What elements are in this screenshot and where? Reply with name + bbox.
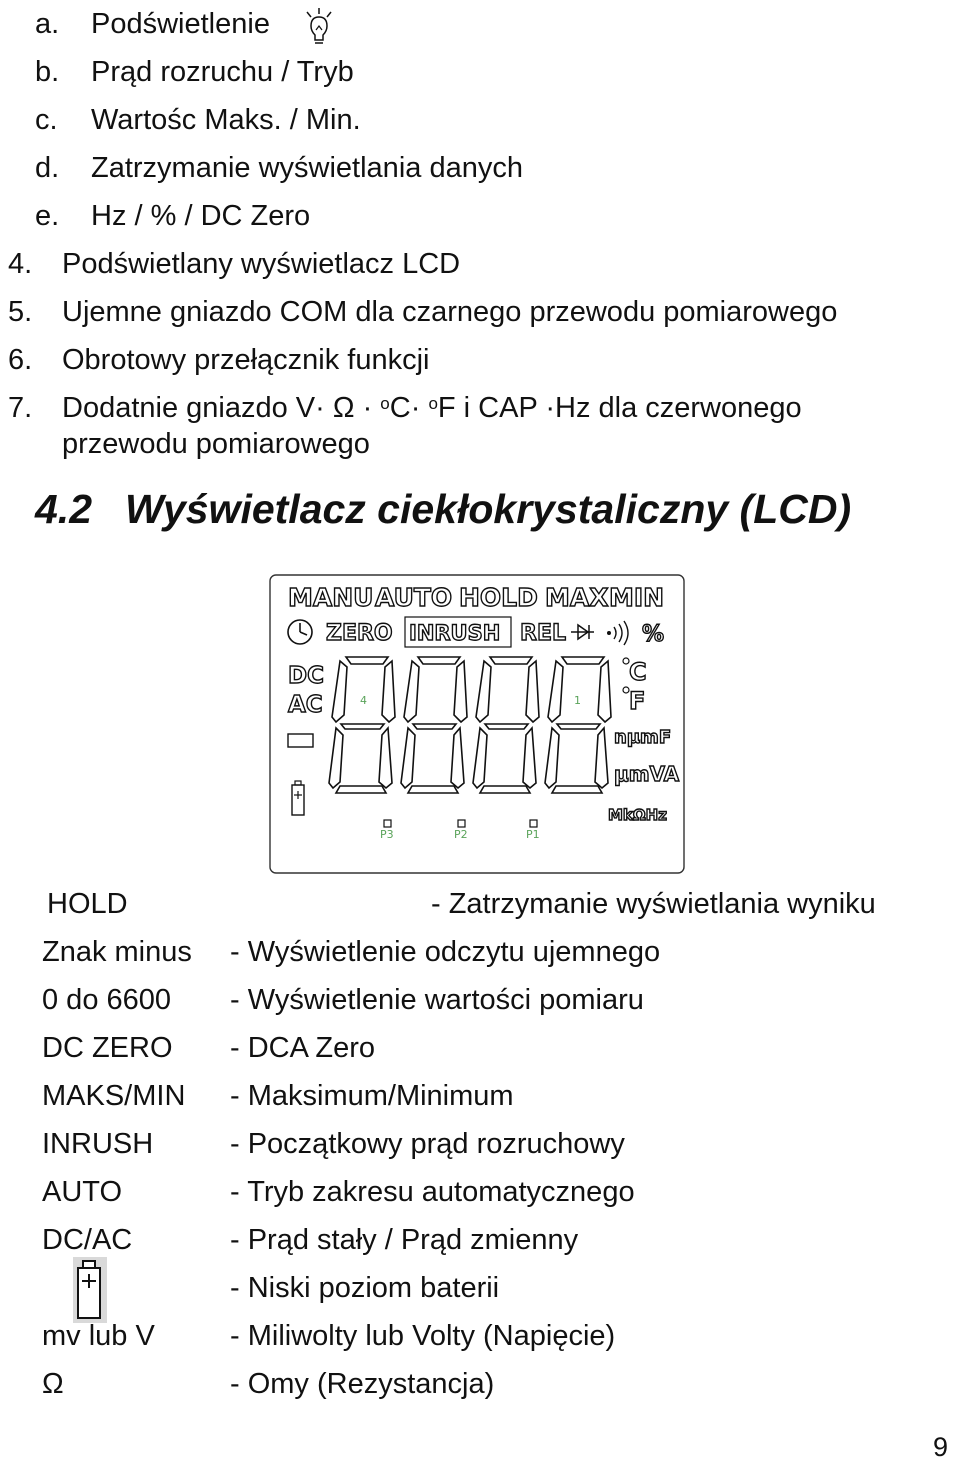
list-marker-d: d. (35, 152, 60, 184)
list-item-inrush-mode: Prąd rozruchu / Tryb (91, 56, 354, 88)
legend-desc-mv-v: - Miliwolty lub Volty (Napięcie) (230, 1320, 616, 1352)
legend-desc-minus: - Wyświetlenie odczytu ujemnego (230, 936, 661, 968)
lcd-rel: REL (520, 621, 566, 646)
section-title: Wyświetlacz ciekłokrystaliczny (LCD) (125, 486, 852, 532)
legend-term-inrush: INRUSH (42, 1128, 154, 1160)
lcd-manu: MANU (288, 583, 374, 612)
list-marker-e: e. (35, 200, 60, 232)
legend-desc-max-min: - Maksimum/Minimum (230, 1080, 514, 1112)
legend-term-ohm: Ω (42, 1368, 64, 1400)
list-item-hz-percent-zero: Hz / % / DC Zero (91, 200, 311, 232)
legend-term-mv-v: mv lub V (42, 1320, 155, 1352)
legend-term-dc-ac: DC/AC (42, 1224, 133, 1256)
battery-icon (72, 1256, 108, 1324)
legend-desc-auto: - Tryb zakresu automatycznego (230, 1176, 635, 1208)
degree-sign: o (428, 394, 438, 413)
list-marker-a: a. (35, 8, 60, 40)
lcd-display-diagram (268, 572, 688, 876)
lcd-frame (270, 575, 684, 873)
lcd-hold: HOLD (459, 583, 538, 612)
legend-term-dc-zero: DC ZERO (42, 1032, 173, 1064)
lcd-auto: AUTO (375, 583, 453, 612)
degree-sign: o (380, 394, 390, 413)
legend-term-max-min: MAKS/MIN (42, 1080, 186, 1112)
lcd-min: MIN (609, 583, 665, 612)
lcd-nmf: nμmF (614, 727, 672, 748)
lightbulb-icon (302, 6, 336, 48)
lcd-max: MAX (545, 583, 609, 612)
list-marker-7: 7. (8, 392, 33, 424)
list-marker-c: c. (35, 104, 58, 136)
page-number: 9 (932, 1432, 948, 1462)
section-number: 4.2 (35, 486, 92, 532)
list-item-rotary-switch: Obrotowy przełącznik funkcji (62, 344, 430, 376)
legend-desc-ohm: - Omy (Rezystancja) (230, 1368, 495, 1400)
list-marker-b: b. (35, 56, 60, 88)
list-marker-6: 6. (8, 344, 33, 376)
list-item-backlight: Podświetlenie (91, 8, 270, 40)
list-item-max-min: Wartośc Maks. / Min. (91, 104, 361, 136)
lcd-inrush: INRUSH (409, 621, 501, 645)
legend-desc-dc-ac: - Prąd stały / Prąd zmienny (230, 1224, 579, 1256)
section-heading (35, 486, 851, 533)
jack-text-part3: F i CAP ·Hz dla czerwonego (437, 392, 802, 424)
list-marker-4: 4. (8, 248, 33, 280)
lcd-zero: ZERO (326, 621, 393, 646)
legend-term-hold: HOLD (47, 888, 128, 920)
legend-desc-hold: - Zatrzymanie wyświetlania wyniku (431, 888, 876, 920)
legend-term-auto: AUTO (42, 1176, 123, 1208)
legend-desc-range: - Wyświetlenie wartości pomiaru (230, 984, 644, 1016)
jack-text-part1: Dodatnie gniazdo V· Ω · (62, 392, 381, 424)
lcd-label-p1: P1 (526, 828, 540, 841)
lcd-deg-f: F (629, 687, 646, 715)
legend-desc-inrush: - Początkowy prąd rozruchowy (230, 1128, 625, 1160)
list-item-positive-jack (62, 391, 802, 425)
lcd-label-p3: P3 (380, 828, 394, 841)
list-item-lcd: Podświetlany wyświetlacz LCD (62, 248, 461, 280)
list-item-positive-jack-cont: przewodu pomiarowego (62, 428, 370, 460)
lcd-ac: AC (288, 692, 323, 718)
legend-term-range: 0 do 6600 (42, 984, 172, 1016)
jack-text-part2: C· (389, 392, 429, 424)
list-marker-5: 5. (8, 296, 33, 328)
lcd-mva: μmVA (614, 762, 680, 786)
lcd-small-digit-right: 1 (574, 694, 581, 707)
lcd-label-p2: P2 (454, 828, 468, 841)
lcd-mkohz: MkΩHz (608, 806, 667, 824)
list-item-com-jack: Ujemne gniazdo COM dla czarnego przewodu pomiarowego (62, 296, 838, 328)
legend-term-minus: Znak minus (42, 936, 192, 968)
lcd-dc: DC (288, 663, 324, 689)
legend-desc-dc-zero: - DCA Zero (230, 1032, 376, 1064)
lcd-percent: % (642, 622, 665, 647)
lcd-small-digit-left: 4 (360, 694, 367, 707)
legend-desc-battery: - Niski poziom baterii (230, 1272, 500, 1304)
lcd-deg-c: C (629, 658, 647, 686)
list-item-data-hold: Zatrzymanie wyświetlania danych (91, 152, 523, 184)
